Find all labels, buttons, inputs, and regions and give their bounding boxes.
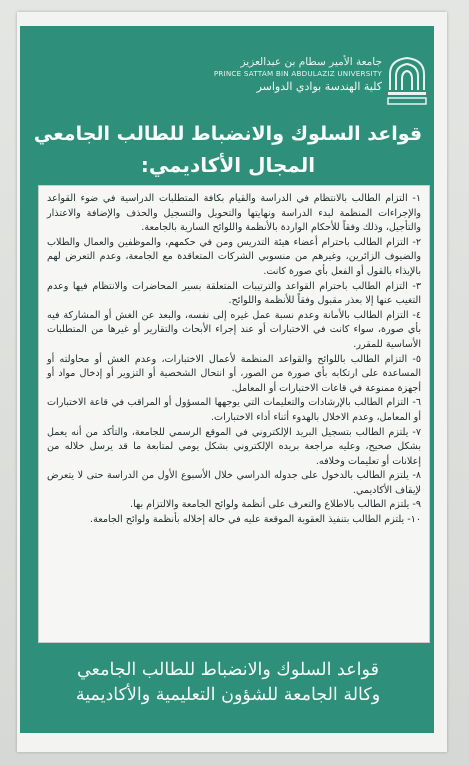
rule-item: ١٠- يلتزم الطالب بتنفيذ العقوبة الموقعة عليه في حالة إخلاله بأنظمة ولوائح الجامعة. [90, 514, 421, 526]
footer-title: قواعد السلوك والانضباط للطالب الجامعي [77, 660, 379, 680]
footer-agency: وكالة الجامعة للشؤون التعليمية والأكاديمية [75, 685, 381, 705]
university-name-ar: جامعة الأمير سطام بن عبدالعزيز [240, 56, 382, 68]
rule-item: ٣- التزام الطالب باحترام القواعد والترتيبات المتعلقة بسير المحاضرات والانتظام فيها وعدم التغيب عنها إلا بعذر مقبول وفقاً للأنظمة واللوائح. [47, 280, 421, 307]
rule-item: ٧- يلتزم الطالب بتسجيل البريد الإلكتروني في الموقع الرسمي للجامعة، والتأكد من أنه يعمل بشكل صحيح، وعليه مراجعة بريده الإلكتروني بشكل يومي لمتابعة ما قد يرسل خلاله من إعلانات أو تعليمات وخلافه. [47, 426, 421, 467]
poster-footer [32, 658, 424, 708]
rule-item: ٨- يلتزم الطالب بالدخول على جدوله الدراسي خلال الأسبوع الأول من الدراسة حتى لا يتعرض لإيقاف الأكاديمي. [47, 470, 421, 496]
university-header [196, 42, 428, 104]
rule-item: ٢- التزام الطالب باحترام أعضاء هيئة التدريس ومن في حكمهم، والموظفين والعمال والطلاب والضيوف الزائرين، وغيرهم من منسوبي الشركات المتعاقدة مع الجامعة، وعدم التعرض لهم بالإيذاء بالقول أو الفعل بأي صورة كانت. [47, 236, 421, 277]
rule-item: ١- التزام الطالب بالانتظام في الدراسة والقيام بكافة المتطلبات الدراسية في ضوء القواعد والإجراءات المنظمة لبدء الدراسة ونهايتها والتحويل والتسجيل والحذف والإضافة والاعتذار والتأجيل، وذلك وفقاً للأحكام الواردة بالأنظمة واللوائح السارية بالجامعة. [47, 193, 421, 234]
rule-item: ٥- التزام الطالب باللوائح والقواعد المنظمة لأعمال الاختبارات، وعدم الغش أو محاولته أو المساعدة على ارتكابه بأي صورة من الصور، أو انتحال الشخصية أو التزوير أو إدخال مواد أو أجهزة ممنوعة في قاعات الاختبارات أو المعامل. [47, 353, 421, 394]
college-name: كلية الهندسة بوادي الدواسر [256, 80, 382, 93]
rules-box [38, 185, 430, 643]
university-arch-logo-icon [386, 54, 428, 106]
rule-item: ٩- يلتزم الطالب بالاطلاع والتعرف على أنظمة ولوائح الجامعة والالتزام بها. [130, 499, 421, 511]
rule-item: ٤- التزام الطالب بالأمانة وعدم نسبة عمل غيره إلى نفسه، والبعد عن الغش أو المشاركة فيه بأي صورة، سواء كانت في الاختبارات أو عند إجراء الأبحاث والتقارير أو غيرها من المتطلبات الأساسية للمقرر. [47, 309, 421, 350]
university-name-en: PRINCE SATTAM BIN ABDULAZIZ UNIVERSITY [213, 69, 382, 78]
poster-title: قواعد السلوك والانضباط للطالب الجامعي [33, 123, 423, 145]
rule-item: ٦- التزام الطالب بالإرشادات والتعليمات التي يوجهها المسؤول أو المراقب في قاعة الاختبارات أو المعامل، وعدم الاخلال بالهدوء أثناء أداء الاختبارات. [47, 397, 421, 423]
poster-subtitle: المجال الأكاديمي: [140, 153, 316, 177]
